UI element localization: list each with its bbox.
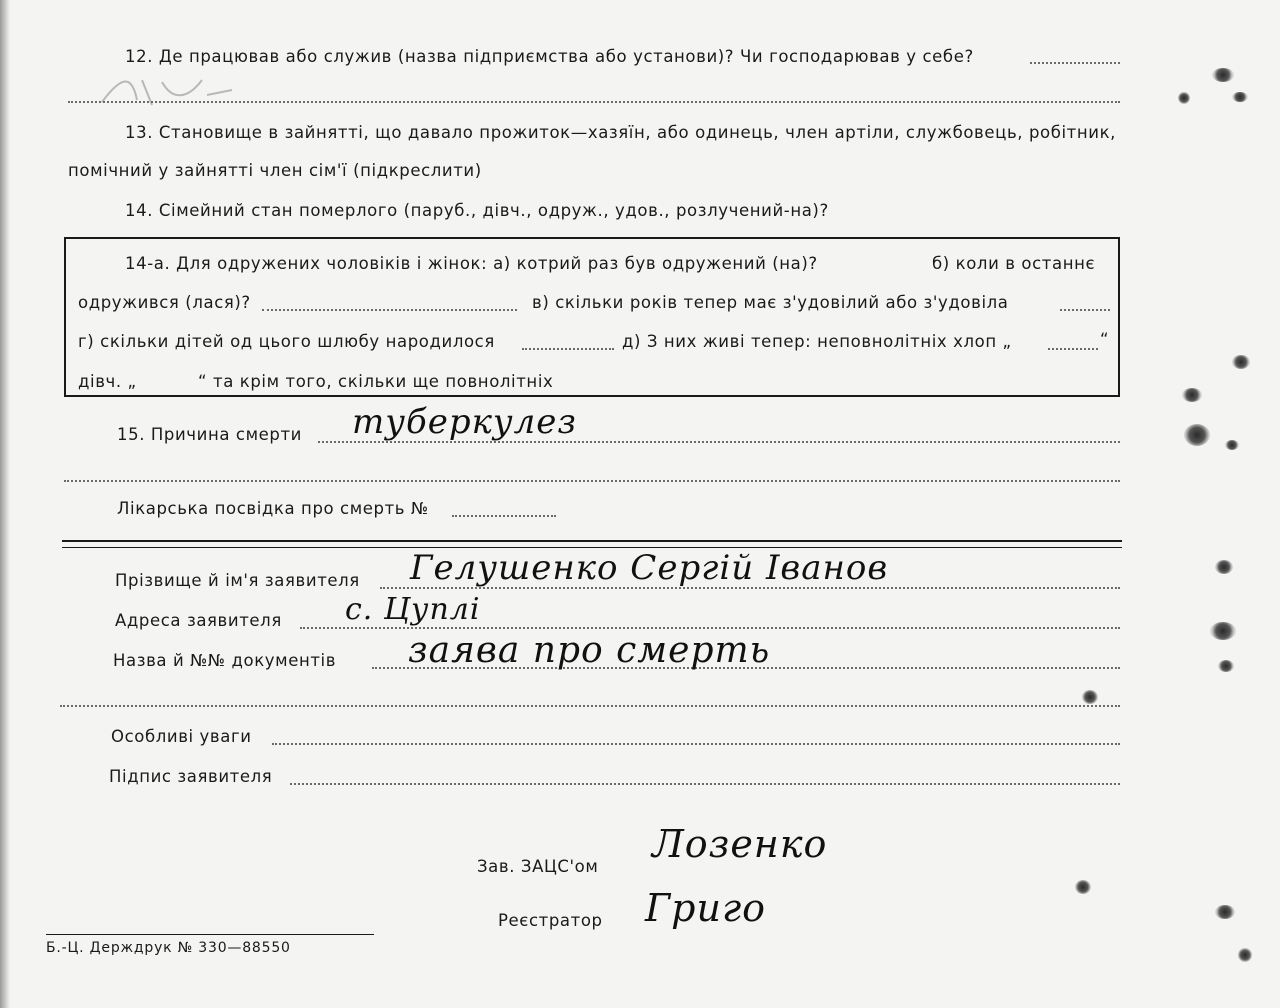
q15-second-line — [64, 480, 1120, 482]
question-13-line-2: помічний у зайнятті член сім'ї (підкреслити) — [68, 161, 482, 180]
binding-hole — [1075, 880, 1091, 894]
remarks-line — [272, 743, 1120, 745]
q14a-years-dots — [1060, 309, 1110, 311]
applicant-address-handwritten: с. Цуплі — [345, 592, 481, 627]
binding-hole — [1238, 948, 1252, 962]
question-14a-line-3b: д) З них живі тепер: неповнолітніх хлоп „ — [622, 332, 1012, 351]
binding-hole — [1232, 92, 1248, 102]
binding-hole — [1232, 355, 1250, 369]
q14a-married-dots — [262, 309, 517, 311]
question-14a-line-1b: б) коли в останнє — [932, 254, 1096, 273]
page-edge-shadow — [0, 0, 10, 1008]
question-12: 12. Де працював або служив (назва підприємства або установи)? Чи господарював у себе? — [125, 47, 974, 66]
binding-hole — [1184, 424, 1210, 446]
q12-dots — [1030, 62, 1120, 64]
question-14a-line-3c: “ — [1100, 330, 1110, 349]
head-signature-handwritten: Лозенко — [652, 822, 828, 866]
registrar-signature-handwritten: Григо — [645, 886, 767, 930]
binding-hole — [1212, 68, 1234, 82]
binding-hole — [1182, 388, 1202, 402]
question-15-label: 15. Причина смерти — [117, 425, 302, 444]
applicant-signature-line — [290, 783, 1120, 785]
q14a-boys-dots — [1048, 348, 1098, 350]
registrar-label: Реєстратор — [498, 911, 603, 930]
documents-second-line — [60, 705, 1120, 707]
documents-label: Назва й №№ документів — [113, 651, 337, 670]
binding-hole — [1215, 560, 1233, 574]
question-14a-line-1: 14-а. Для одружених чоловіків і жінок: а) котрий раз був одружений (на)? — [125, 254, 818, 273]
cause-of-death-handwritten: туберкулез — [352, 402, 577, 442]
remarks-label: Особливі уваги — [111, 727, 252, 746]
faint-stamp-mark — [92, 70, 242, 110]
separator-rule-top — [62, 540, 1122, 542]
binding-hole — [1215, 905, 1235, 919]
applicant-address-label: Адреса заявителя — [115, 611, 282, 630]
binding-hole — [1082, 690, 1098, 704]
applicant-signature-label: Підпис заявителя — [109, 767, 273, 786]
binding-hole — [1178, 92, 1190, 104]
documents-handwritten: заява про смерть — [408, 630, 771, 671]
question-14a-line-4a: дівч. „ — [78, 372, 137, 391]
q12-answer-line — [68, 101, 1120, 103]
applicant-address-line — [300, 627, 1120, 629]
question-14a-line-3a: г) скільки дітей од цього шлюбу народилося — [78, 332, 495, 351]
footer-rule — [46, 934, 374, 935]
head-of-registry-label: Зав. ЗАЦС'ом — [477, 857, 599, 876]
applicant-name-handwritten: Гелушенко Сергій Іванов — [410, 548, 889, 588]
binding-hole — [1210, 622, 1236, 640]
q14a-children-dots — [522, 348, 614, 350]
question-13-line-1: 13. Становище в зайнятті, що давало прожиток—хазяїн, або одинець, член артіли, службовець, робітник, — [125, 123, 1117, 142]
applicant-name-label: Прізвище й ім'я заявителя — [115, 571, 360, 590]
binding-hole — [1218, 660, 1234, 672]
question-14: 14. Сімейний стан померлого (паруб., дівч., одруж., удов., розлучений-на)? — [125, 201, 829, 220]
question-14a-line-2b: в) скільки років тепер має з'удовілий або з'удовіла — [532, 293, 1009, 312]
print-mark: Б.-Ц. Держдрук № 330—88550 — [46, 940, 291, 956]
certificate-number-dots — [452, 515, 556, 517]
question-14a-line-4b: “ та крім того, скільки ще повнолітніх — [198, 372, 554, 391]
certificate-label: Лікарська посвідка про смерть № — [117, 499, 429, 518]
binding-hole — [1225, 440, 1239, 450]
question-14a-line-2a: одружився (лася)? — [78, 293, 251, 312]
